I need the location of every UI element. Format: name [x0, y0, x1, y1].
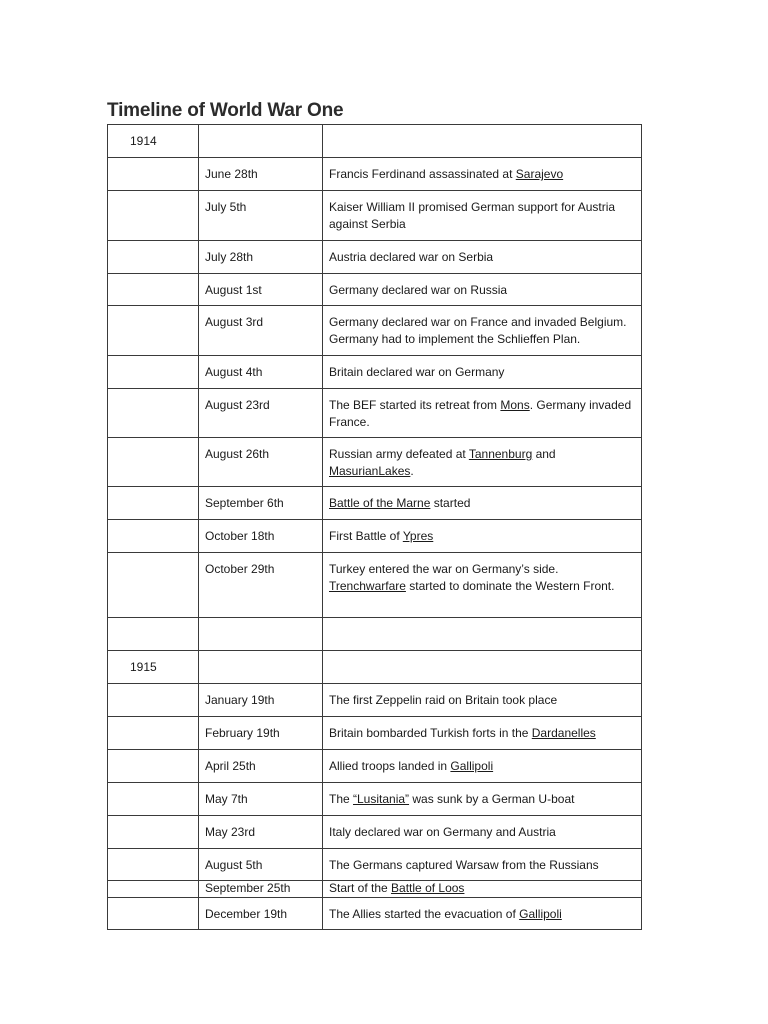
date-cell: October 18th: [199, 520, 323, 553]
event-link[interactable]: Battle of Loos: [391, 881, 465, 895]
date-cell: August 4th: [199, 356, 323, 389]
date-cell: May 23rd: [199, 816, 323, 849]
timeline-table: [107, 124, 642, 930]
date-cell: June 28th: [199, 158, 323, 191]
table-row: [108, 783, 642, 816]
date-cell: April 25th: [199, 750, 323, 783]
date-cell: August 26th: [199, 438, 323, 487]
date-cell: July 5th: [199, 191, 323, 241]
event-cell: Russian army defeated at Tannenburg and MasurianLakes.: [323, 438, 642, 487]
table-row: [108, 191, 642, 241]
year-cell: [108, 356, 199, 389]
table-row: [108, 438, 642, 487]
event-cell: [323, 618, 642, 651]
event-link[interactable]: Tannenburg: [468, 447, 533, 461]
event-cell: Italy declared war on Germany and Austria: [323, 816, 642, 849]
year-cell: [108, 520, 199, 553]
year-cell: [108, 684, 199, 717]
event-cell: The “Lusitania” was sunk by a German U-boat: [323, 783, 642, 816]
year-cell: [108, 717, 199, 750]
year-cell: [108, 274, 199, 306]
event-cell: [323, 651, 642, 684]
date-cell: July 28th: [199, 241, 323, 274]
table-row: [108, 849, 642, 881]
table-row: [108, 684, 642, 717]
event-link[interactable]: Gallipoli: [450, 759, 494, 773]
event-cell: Start of the Battle of Loos: [323, 881, 642, 898]
event-link[interactable]: Mons: [500, 398, 530, 412]
date-cell: September 6th: [199, 487, 323, 520]
event-cell: The Germans captured Warsaw from the Russians: [323, 849, 642, 881]
date-cell: [199, 618, 323, 651]
event-cell: Britain declared war on Germany: [323, 356, 642, 389]
date-cell: May 7th: [199, 783, 323, 816]
year-cell: [108, 783, 199, 816]
event-cell: Germany declared war on Russia: [323, 274, 642, 306]
year-cell: [108, 849, 199, 881]
date-cell: [199, 651, 323, 684]
year-cell: [108, 306, 199, 356]
event-link[interactable]: MasurianLakes: [329, 463, 411, 478]
event-link[interactable]: “Lusitania”: [353, 792, 410, 806]
table-row: [108, 241, 642, 274]
table-row: [108, 158, 642, 191]
event-cell: [323, 125, 642, 158]
date-cell: August 23rd: [199, 389, 323, 438]
date-cell: [199, 125, 323, 158]
table-row: [108, 389, 642, 438]
date-cell: August 3rd: [199, 306, 323, 356]
year-cell: [108, 389, 199, 438]
event-cell: Allied troops landed in Gallipoli: [323, 750, 642, 783]
event-link[interactable]: Dardanelles: [531, 726, 596, 740]
date-cell: December 19th: [199, 898, 323, 930]
year-cell: [108, 881, 199, 898]
event-cell: Germany declared war on France and invaded Belgium. Germany had to implement the Schlieffen Plan.: [323, 306, 642, 356]
table-row: [108, 520, 642, 553]
date-cell: October 29th: [199, 553, 323, 618]
table-row: [108, 274, 642, 306]
table-row: [108, 651, 642, 684]
event-cell: First Battle of Ypres: [323, 520, 642, 553]
event-cell: Britain bombarded Turkish forts in the Dardanelles: [323, 717, 642, 750]
year-cell: [108, 158, 199, 191]
year-cell: 1914: [108, 125, 199, 158]
year-cell: [108, 750, 199, 783]
table-row: [108, 306, 642, 356]
event-cell: Turkey entered the war on Germany’s side. Trenchwarfare started to dominate the Western Front.: [323, 553, 642, 618]
table-row: [108, 356, 642, 389]
table-row: [108, 125, 642, 158]
date-cell: September 25th: [199, 881, 323, 898]
event-link[interactable]: Battle of the Marne: [329, 496, 431, 510]
table-row: [108, 618, 642, 651]
year-cell: [108, 191, 199, 241]
date-cell: August 5th: [199, 849, 323, 881]
year-cell: [108, 487, 199, 520]
year-cell: 1915: [108, 651, 199, 684]
year-cell: [108, 553, 199, 618]
year-cell: [108, 618, 199, 651]
table-row: [108, 750, 642, 783]
year-cell: [108, 816, 199, 849]
year-cell: [108, 241, 199, 274]
date-cell: January 19th: [199, 684, 323, 717]
event-link[interactable]: Gallipoli: [519, 907, 562, 921]
date-cell: February 19th: [199, 717, 323, 750]
event-cell: Francis Ferdinand assassinated at Sarajevo: [323, 158, 642, 191]
table-row: [108, 717, 642, 750]
event-link[interactable]: Ypres: [402, 529, 434, 543]
event-cell: The first Zeppelin raid on Britain took place: [323, 684, 642, 717]
event-cell: The BEF started its retreat from Mons. Germany invaded France.: [323, 389, 642, 438]
date-cell: August 1st: [199, 274, 323, 306]
event-link[interactable]: Trenchwarfare: [329, 578, 406, 593]
page-title: Timeline of World War One: [107, 100, 344, 121]
event-cell: Kaiser William II promised German support for Austria against Serbia: [323, 191, 642, 241]
year-cell: [108, 898, 199, 930]
table-row: [108, 816, 642, 849]
table-row: [108, 898, 642, 930]
table-row: [108, 487, 642, 520]
table-row: [108, 553, 642, 618]
event-link[interactable]: Sarajevo: [515, 167, 564, 181]
table-row: [108, 881, 642, 898]
event-cell: The Allies started the evacuation of Gallipoli: [323, 898, 642, 930]
year-cell: [108, 438, 199, 487]
event-cell: Austria declared war on Serbia: [323, 241, 642, 274]
event-cell: Battle of the Marne started: [323, 487, 642, 520]
